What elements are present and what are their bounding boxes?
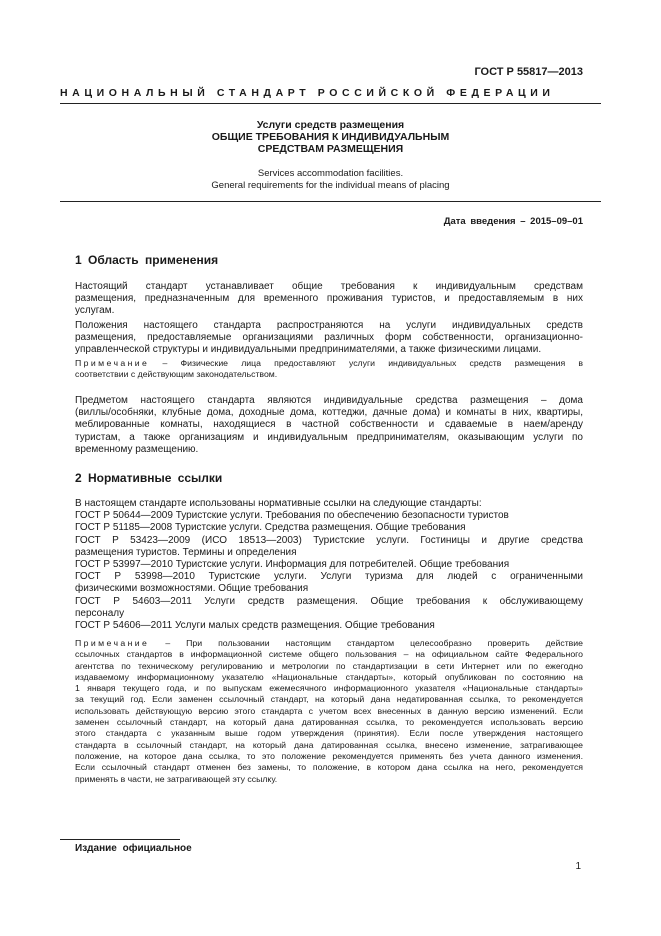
text-line: Положения настоящего стандарта распространяются на услуги индивидуальных средств bbox=[75, 320, 583, 331]
section-1-paragraph-2 bbox=[75, 320, 583, 357]
text-line: временному размещению. bbox=[75, 443, 199, 455]
note-line: соответствии с действующим законодательством. bbox=[75, 369, 278, 380]
note-line: ссылочных стандартов в информационной системе общего пользования – на официальном сайте Федерального bbox=[75, 649, 583, 660]
introduction-date: Дата введения – 2015–09–01 bbox=[443, 216, 583, 227]
text-line: услугам. bbox=[75, 305, 115, 317]
page-number: 1 bbox=[575, 861, 581, 872]
reference-line: ГОСТ Р 50644—2009 Туристские услуги. Требования по обеспечению безопасности туристов bbox=[75, 510, 509, 522]
reference-line: персоналу bbox=[75, 607, 125, 619]
section-1-paragraph-3 bbox=[75, 395, 583, 456]
section-2-note bbox=[75, 638, 583, 785]
reference-line: ГОСТ Р 53998—2010 Туристские услуги. Услуги туризма для людей с ограниченными bbox=[75, 571, 583, 583]
note-line: заменен ссылочный стандарт, на который дана датированная ссылка, то рекомендуется использовать версию bbox=[75, 717, 583, 728]
header-rule bbox=[60, 103, 601, 104]
note-line: стандарта в ссылочный стандарт, на который дана датированная ссылка, внесено изменение, затрагивающее bbox=[75, 739, 583, 750]
reference-line: физическими возможностями. Общие требования bbox=[75, 583, 309, 595]
document-id: ГОСТ Р 55817—2013 bbox=[474, 66, 583, 78]
note-label: Примечание bbox=[75, 358, 150, 368]
normative-references-list bbox=[75, 498, 583, 632]
note-line: 1 января текущего года, и по выпускам ежемесячного информационного указателя «Национальные стандарты» bbox=[75, 683, 583, 694]
section-1-heading: 1 Область применения bbox=[75, 253, 219, 267]
text-line: Предметом настоящего стандарта являются индивидуальные средства размещения – дома bbox=[75, 395, 583, 406]
section-1-paragraph-1 bbox=[75, 281, 583, 318]
text-line: меблированные комнаты, находящиеся в частной собственности и сдаваемые в наем/аренду bbox=[75, 419, 583, 431]
reference-line: ГОСТ Р 54606—2011 Услуги малых средств размещения. Общие требования bbox=[75, 620, 435, 632]
note-line: за текущий год. Если заменен ссылочный стандарт, на который дана недатированная ссылка, то рекомендуется bbox=[75, 694, 583, 705]
title-rule bbox=[60, 201, 601, 202]
text-line: туристам, а также организациям и индивидуальным предпринимателям, оказывающим услуги по bbox=[75, 431, 583, 443]
english-title-line-1: Services accommodation facilities. bbox=[257, 168, 404, 179]
note-line: положение, на которое дана ссылка, то это положение рекомендуется применять без учета данного изменения. bbox=[75, 750, 583, 761]
english-title-line-2: General requirements for the individual means of placing bbox=[211, 180, 450, 191]
national-standard-banner: НАЦИОНАЛЬНЫЙ СТАНДАРТ РОССИЙСКОЙ ФЕДЕРАЦИИ bbox=[60, 87, 555, 99]
title-line-2: ОБЩИЕ ТРЕБОВАНИЯ К ИНДИВИДУАЛЬНЫМ bbox=[211, 131, 450, 143]
note-line: издаваемому информационному указателю «Национальные стандарты», который опубликован по состоянию на bbox=[75, 671, 583, 682]
note-label: Примечание bbox=[75, 638, 150, 648]
reference-line: ГОСТ Р 53997—2010 Туристские услуги. Информация для потребителей. Общие требования bbox=[75, 559, 510, 571]
text-line: (виллы/особняки, клубные дома, доходные дома, коттеджи, дачные дома) и комнаты в них, квартиры, bbox=[75, 407, 583, 419]
reference-line: В настоящем стандарте использованы нормативные ссылки на следующие стандарты: bbox=[75, 498, 482, 509]
note-line: Если ссылочный стандарт отменен без замены, то положение, в котором дана ссылка на него, рекомендуется bbox=[75, 762, 583, 773]
note-line: Примечание – Физические лица предоставляют услуги индивидуальных средств размещения в bbox=[75, 358, 583, 368]
note-line: применять в части, не затрагивающей эту ссылку. bbox=[75, 773, 278, 784]
text-line: Настоящий стандарт устанавливает общие требования к индивидуальным средствам bbox=[75, 281, 583, 292]
note-line: использовать действующую версию этого стандарта с учетом всех внесенных в данную версию изменений. Если bbox=[75, 705, 583, 716]
section-2-heading: 2 Нормативные ссылки bbox=[75, 471, 223, 485]
reference-line: ГОСТ Р 53423—2009 (ИСО 18513—2003) Туристские услуги. Гостиницы и другие средства bbox=[75, 534, 583, 546]
text-line: управленческой структуры и индивидуальными предпринимателями, а также физическими лицами. bbox=[75, 344, 542, 356]
footer-rule bbox=[60, 839, 180, 840]
note-line: агентства по техническому регулированию и метрологии по стандартизации в сети Интернет или по ежегодно bbox=[75, 660, 583, 671]
text-line: размещения, предоставляемые организациями различных форм собственности, организационно- bbox=[75, 332, 583, 344]
section-1-note bbox=[75, 358, 583, 381]
text-line: размещения, предназначенным для временного проживания туристов, и предоставляемым в них bbox=[75, 293, 583, 305]
reference-line: ГОСТ Р 51185—2008 Туристские услуги. Средства размещения. Общие требования bbox=[75, 522, 466, 534]
title-line-3: СРЕДСТВАМ РАЗМЕЩЕНИЯ bbox=[257, 143, 404, 155]
note-line: этого стандарта с указанным выше годом утверждения (принятия). Если после утверждения настоящего bbox=[75, 728, 583, 739]
reference-line: ГОСТ Р 54603—2011 Услуги средств размещения. Общие требования к обслуживающему bbox=[75, 595, 583, 607]
edition-label: Издание официальное bbox=[75, 843, 192, 854]
reference-line: размещения туристов. Термины и определения bbox=[75, 546, 297, 558]
note-line: Примечание – При пользовании настоящим стандартом целесообразно проверить действие bbox=[75, 638, 583, 648]
title-line-1: Услуги средств размещения bbox=[256, 119, 405, 131]
